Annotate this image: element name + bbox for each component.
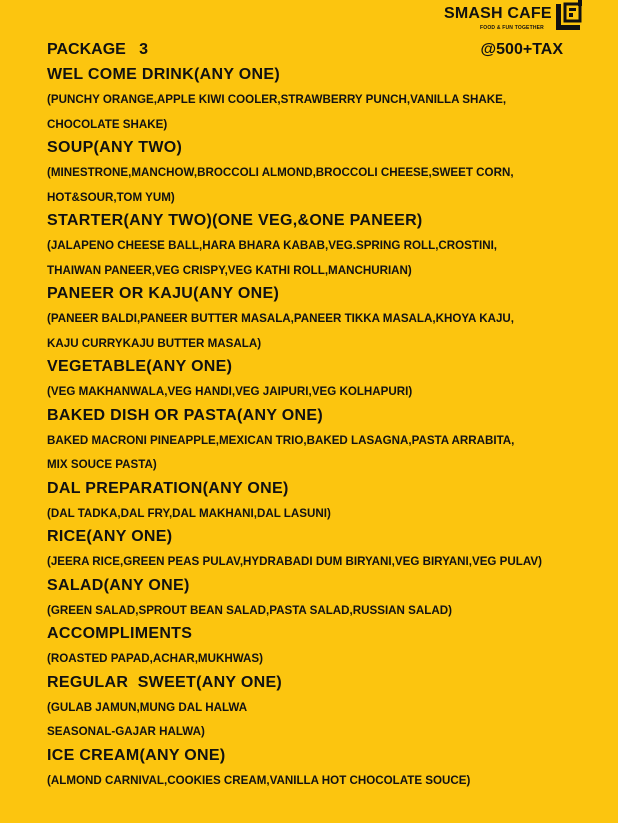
package-header <box>47 41 567 61</box>
section-heading: PANEER OR KAJU(ANY ONE) <box>47 285 280 302</box>
item-line: (GREEN SALAD,SPROUT BEAN SALAD,PASTA SALAD,RUSSIAN SALAD) <box>47 603 452 617</box>
item-line: MIX SOUCE PASTA) <box>47 458 157 471</box>
section-heading: RICE(ANY ONE) <box>47 528 173 545</box>
section-heading: SALAD(ANY ONE) <box>47 576 190 594</box>
section-heading: ICE CREAM(ANY ONE) <box>47 746 226 764</box>
section-heading: WEL COME DRINK(ANY ONE) <box>47 66 280 83</box>
menu-section <box>47 404 607 477</box>
item-line: (JEERA RICE,GREEN PEAS PULAV,HYDRABADI DUM BIRYANI,VEG BIRYANI,VEG PULAV) <box>47 555 542 568</box>
section-items <box>47 768 607 793</box>
menu-section <box>47 574 607 623</box>
menu-section <box>47 477 607 526</box>
section-items <box>47 233 607 282</box>
brand-name: SMASH CAFE <box>444 5 552 22</box>
menu-section <box>47 525 607 574</box>
section-heading: REGULAR SWEET(ANY ONE) <box>47 673 283 691</box>
item-line: KAJU CURRYKAJU BUTTER MASALA) <box>47 336 262 350</box>
item-line: (MINESTRONE,MANCHOW,BROCCOLI ALMOND,BROCCOLI CHEESE,SWEET CORN, <box>47 166 514 179</box>
section-items <box>47 695 607 744</box>
item-line: (ALMOND CARNIVAL,COOKIES CREAM,VANILLA HOT CHOCOLATE SOUCE) <box>47 773 471 787</box>
section-heading: BAKED DISH OR PASTA(ANY ONE) <box>47 406 323 424</box>
menu-section <box>47 744 607 793</box>
item-line: CHOCOLATE SHAKE) <box>47 117 168 131</box>
cafe-emblem-icon <box>554 0 584 32</box>
item-line: HOT&SOUR,TOM YUM) <box>47 190 175 204</box>
section-heading: ACCOMPLIMENTS <box>47 625 193 642</box>
item-line: (JALAPENO CHEESE BALL,HARA BHARA KABAB,VEG.SPRING ROLL,CROSTINI, <box>47 239 498 252</box>
menu-list <box>47 63 607 792</box>
menu-section <box>47 671 607 744</box>
menu-section <box>47 282 607 355</box>
section-heading: STARTER(ANY TWO)(ONE VEG,&ONE PANEER) <box>47 212 423 229</box>
menu-section <box>47 355 607 404</box>
menu-section <box>47 136 607 209</box>
item-line: (VEG MAKHANWALA,VEG HANDI,VEG JAIPURI,VEG KOLHAPURI) <box>47 385 413 398</box>
package-label: PACKAGE 3 <box>47 41 149 58</box>
section-items <box>47 549 607 574</box>
item-line: (DAL TADKA,DAL FRY,DAL MAKHANI,DAL LASUNI) <box>47 506 331 520</box>
item-line: THAIWAN PANEER,VEG CRISPY,VEG KATHI ROLL,MANCHURIAN) <box>47 263 412 277</box>
item-line: SEASONAL-GAJAR HALWA) <box>47 725 205 738</box>
item-line: (ROASTED PAPAD,ACHAR,MUKHWAS) <box>47 652 263 665</box>
brand-logo <box>444 0 589 34</box>
item-line: BAKED MACRONI PINEAPPLE,MEXICAN TRIO,BAKED LASAGNA,PASTA ARRABITA, <box>47 433 515 447</box>
section-items <box>47 598 607 623</box>
section-items <box>47 428 607 477</box>
item-line: (GULAB JAMUN,MUNG DAL HALWA <box>47 700 248 714</box>
section-items <box>47 87 607 136</box>
brand-tagline: FOOD & FUN TOGETHER <box>480 25 544 31</box>
item-line: (PUNCHY ORANGE,APPLE KIWI COOLER,STRAWBERRY PUNCH,VANILLA SHAKE, <box>47 93 507 106</box>
section-items <box>47 379 607 404</box>
section-heading: VEGETABLE(ANY ONE) <box>47 358 233 375</box>
section-items <box>47 306 607 355</box>
section-items <box>47 160 607 209</box>
section-heading: DAL PREPARATION(ANY ONE) <box>47 479 289 497</box>
menu-section <box>47 622 607 671</box>
menu-section <box>47 209 607 282</box>
section-items <box>47 501 607 526</box>
package-price: @500+TAX <box>480 41 563 58</box>
item-line: (PANEER BALDI,PANEER BUTTER MASALA,PANEER TIKKA MASALA,KHOYA KAJU, <box>47 312 514 325</box>
section-items <box>47 646 607 671</box>
section-heading: SOUP(ANY TWO) <box>47 139 183 156</box>
menu-section <box>47 63 607 136</box>
